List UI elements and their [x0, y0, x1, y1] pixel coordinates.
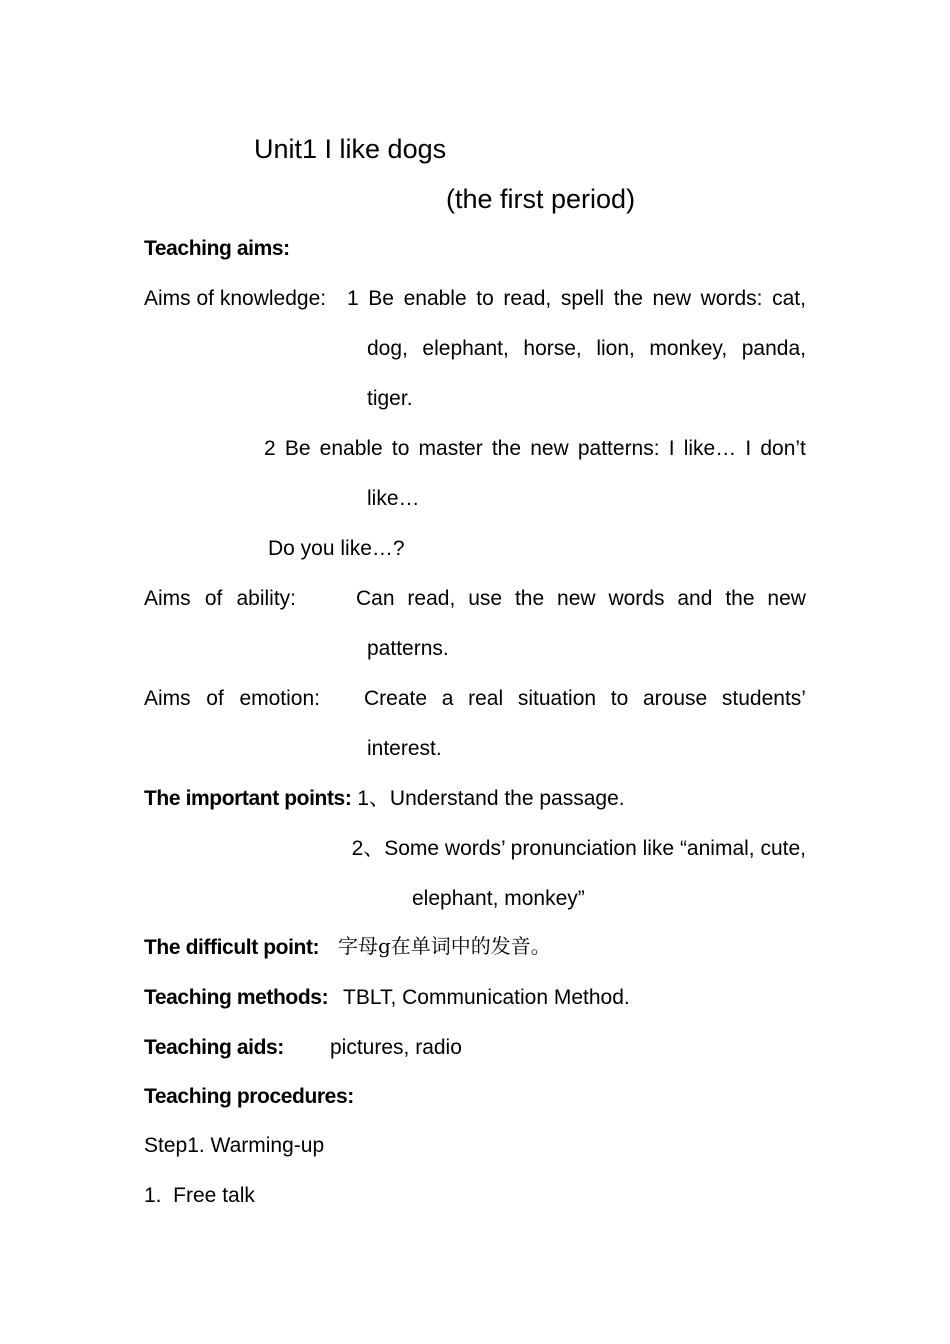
teaching-procedures-heading: Teaching procedures: — [144, 1085, 354, 1108]
word: new — [652, 287, 692, 310]
word: words — [608, 587, 665, 610]
word: new — [767, 587, 806, 610]
word: Aims — [144, 687, 191, 710]
difficult-point-label: The difficult point: — [144, 936, 320, 959]
word: Create — [364, 687, 428, 710]
word: lion, — [596, 337, 635, 360]
word: and — [677, 587, 713, 610]
word: panda, — [741, 337, 806, 360]
knowledge-item-3: Do you like…? — [268, 537, 405, 560]
word: emotion: — [239, 687, 320, 710]
step-1-heading: Step1. Warming-up — [144, 1134, 325, 1157]
word: read, — [503, 287, 552, 310]
teaching-methods-label: Teaching methods: — [144, 986, 329, 1009]
word: patterns: — [577, 437, 660, 460]
word: new — [530, 437, 569, 460]
document-subtitle: (the first period) — [446, 184, 636, 214]
important-point-2-end: elephant, monkey” — [412, 887, 585, 910]
word: master — [418, 437, 483, 460]
emotion-text — [364, 674, 806, 724]
emotion-text-end: interest. — [367, 737, 442, 760]
word: new — [557, 587, 596, 610]
word: words: — [700, 287, 763, 310]
free-talk-item: 1. Free talk — [144, 1184, 255, 1207]
word: Aims — [144, 587, 191, 610]
knowledge-item-1-continued — [367, 324, 806, 374]
teaching-aims-heading: Teaching aims: — [144, 237, 290, 260]
word: students’ — [721, 687, 806, 710]
word: the — [514, 587, 545, 610]
word: like… — [683, 437, 737, 460]
word: monkey, — [649, 337, 728, 360]
important-points-row — [144, 774, 625, 824]
word: 1 — [347, 287, 359, 310]
word: Be — [284, 437, 311, 460]
word: the — [725, 587, 755, 610]
word: of — [204, 587, 223, 610]
word: spell — [560, 287, 605, 310]
word: arouse — [643, 687, 708, 710]
important-point-1: 1、Understand the passage. — [351, 787, 625, 810]
word: elephant, — [422, 337, 509, 360]
word: use — [468, 587, 503, 610]
ability-text-end: patterns. — [367, 637, 449, 660]
word: the — [491, 437, 522, 460]
ability-label — [144, 574, 296, 624]
word: real — [468, 687, 504, 710]
word: cat, — [772, 287, 806, 310]
ability-text — [356, 574, 806, 624]
word: ability: — [236, 587, 296, 610]
knowledge-item-2-end: like… — [367, 487, 420, 510]
word: situation — [517, 687, 597, 710]
word: the — [613, 287, 643, 310]
teaching-methods-text: TBLT, Communication Method. — [343, 986, 630, 1009]
knowledge-label: Aims of knowledge: — [144, 287, 327, 310]
word: read, — [407, 587, 456, 610]
word: 2 — [264, 437, 276, 460]
knowledge-item-2 — [264, 424, 806, 474]
word: I — [668, 437, 675, 460]
word: to — [476, 287, 494, 310]
teaching-aids-label: Teaching aids: — [144, 1036, 284, 1059]
word: enable — [319, 437, 383, 460]
word: I — [745, 437, 752, 460]
word: to — [391, 437, 410, 460]
word: Can — [356, 587, 395, 610]
word: don’t — [760, 437, 806, 460]
word: dog, — [367, 337, 408, 360]
word: horse, — [523, 337, 582, 360]
emotion-label — [144, 674, 320, 724]
knowledge-item-1-end: tiger. — [367, 387, 413, 410]
document-title: Unit1 I like dogs — [254, 134, 447, 164]
word: enable — [403, 287, 467, 310]
knowledge-item-1 — [347, 274, 806, 324]
teaching-aids-text: pictures, radio — [330, 1036, 462, 1059]
important-point-2: 2、Some words’ pronunciation like “animal, cute, — [351, 837, 806, 860]
word: a — [441, 687, 454, 710]
word: of — [206, 687, 224, 710]
important-points-label: The important points: — [144, 787, 352, 810]
word: to — [610, 687, 629, 710]
word: Be — [368, 287, 394, 310]
difficult-point-text: 字母g在单词中的发音。 — [338, 934, 551, 958]
